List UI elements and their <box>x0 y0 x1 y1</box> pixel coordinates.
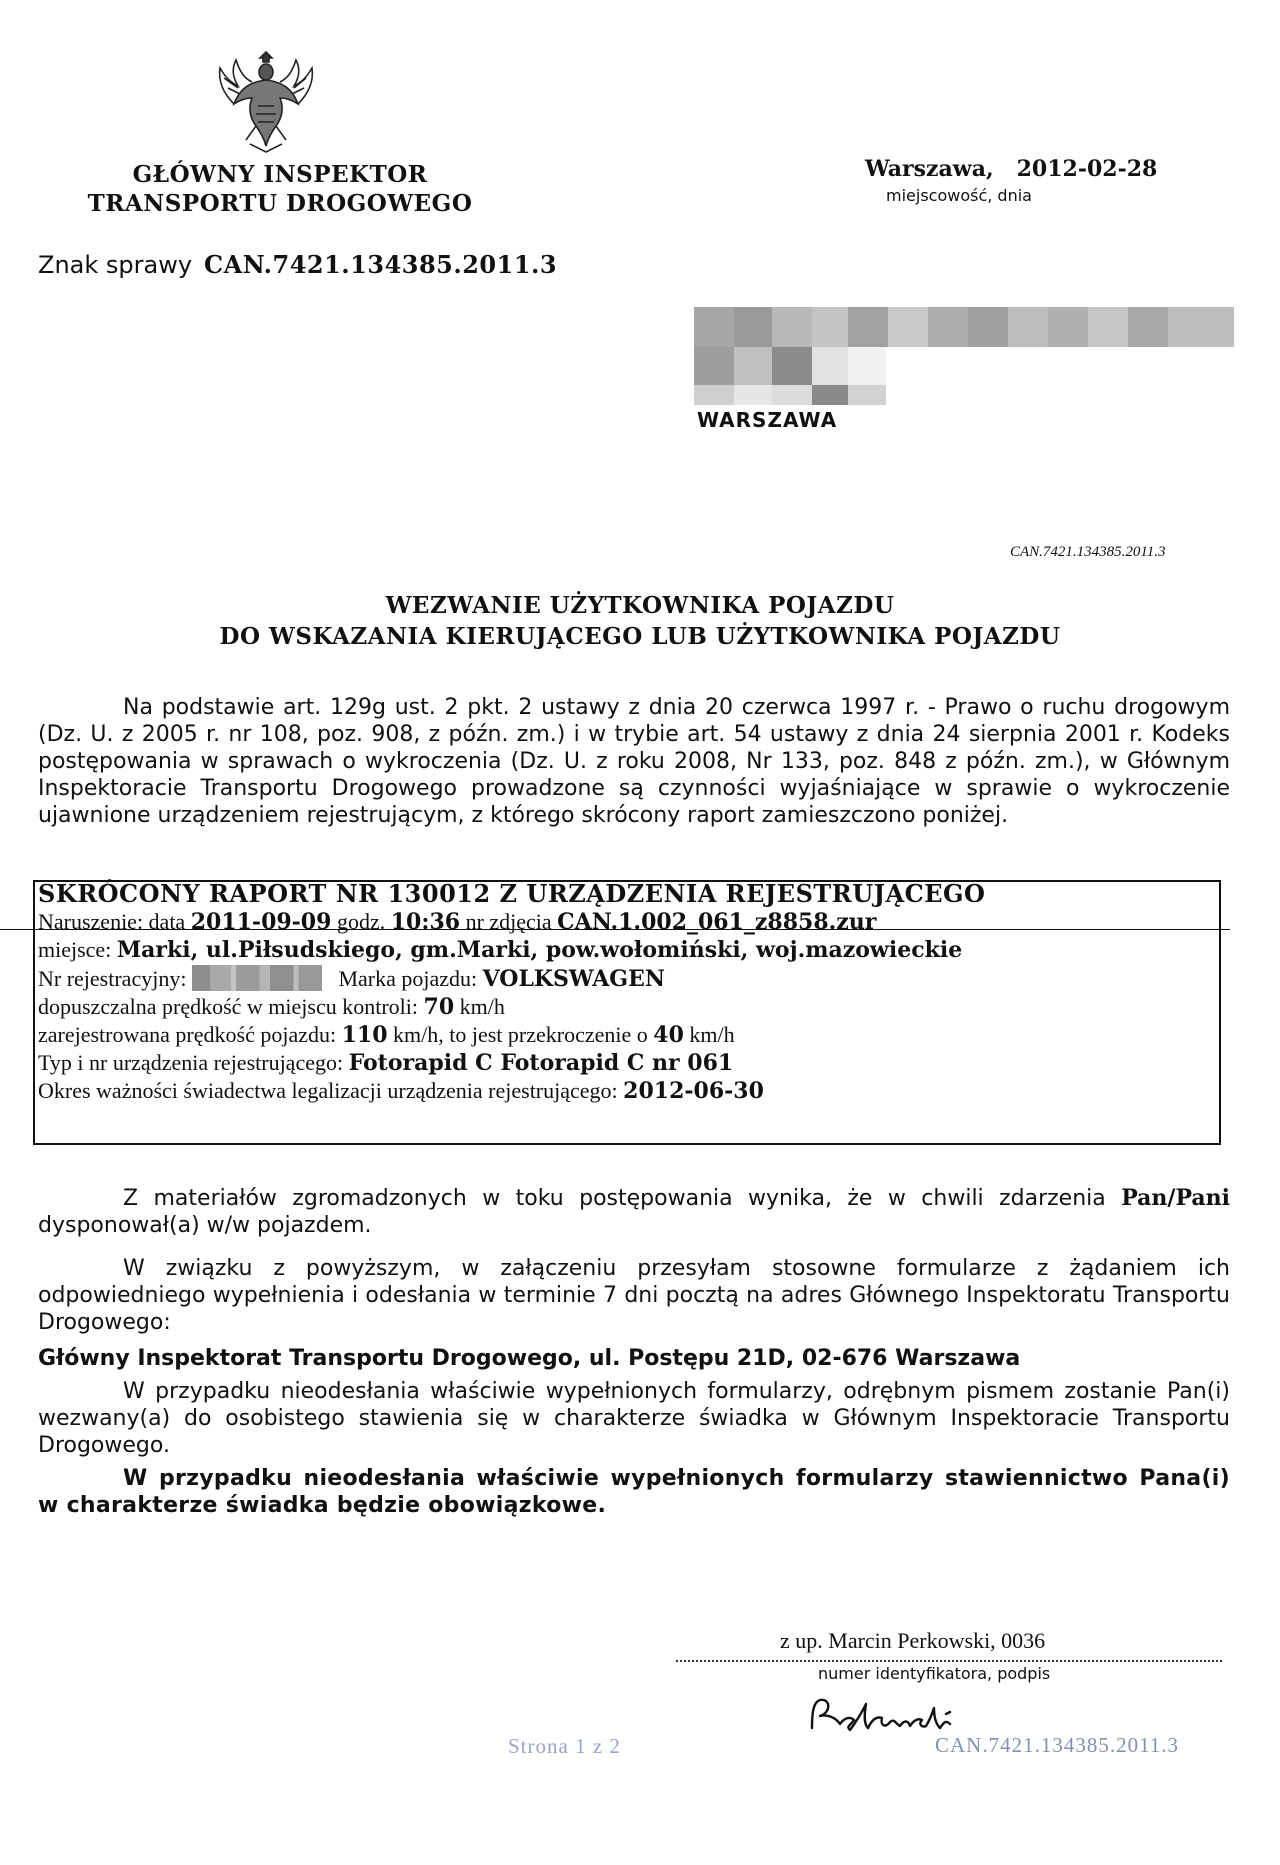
page-number: Strona 1 z 2 <box>508 1734 621 1758</box>
exceed-value: 40 <box>653 1022 684 1048</box>
allowed-speed-label: dopuszczalna prędkość w miejscu kontroli: <box>38 994 419 1019</box>
footer-reference: CAN.7421.134385.2011.3 <box>935 1733 1180 1757</box>
paragraph-1 <box>38 1185 1230 1239</box>
recipient-city: WARSZAWA <box>697 408 838 432</box>
reference-number: CAN.7421.134385.2011.3 <box>1010 544 1166 560</box>
violation-date: 2011-09-09 <box>190 909 332 935</box>
validity-label: Okres ważności świadectwa legalizacji urządzenia rejestrującego: <box>38 1078 618 1103</box>
address-line: Główny Inspektorat Transportu Drogowego, ul. Postępu 21D, 02-676 Warszawa <box>38 1346 1021 1371</box>
report-validity-line <box>38 1077 764 1105</box>
signature-label: z up. Marcin Perkowski, 0036 <box>780 1628 1046 1653</box>
report-violation-line <box>38 908 876 936</box>
report-title: SKRÓCONY RAPORT NR 130012 Z URZĄDZENIA REJESTRUJĄCEGO <box>38 879 986 908</box>
violation-time: 10:36 <box>390 909 461 935</box>
document-title <box>150 590 1130 652</box>
report-registration-line <box>38 965 665 993</box>
report-recorded-speed-line <box>38 1021 735 1049</box>
paragraph-2 <box>38 1255 1230 1336</box>
signature-dotted-line <box>676 1660 1222 1662</box>
violation-place: Marki, ul.Piłsudskiego, gm.Marki, pow.wołomiński, woj.mazowieckie <box>116 937 963 963</box>
eagle-emblem-icon <box>210 48 322 160</box>
exceed-unit: km/h <box>689 1022 735 1047</box>
title-line-2: DO WSKAZANIA KIERUJĄCEGO LUB UŻYTKOWNIKA POJAZDU <box>219 623 1061 650</box>
issuer-name <box>70 160 490 218</box>
allowed-speed: 70 <box>423 994 455 1020</box>
paragraph-2-text: W związku z powyższym, w załączeniu przesyłam stosowne formularze z żądaniem ich odpowiedniego wypełnienia i odesłania w terminie 7 dni pocztą na adres Głównego Inspektoratu Transportu Drogowego: <box>38 1256 1230 1335</box>
intro-paragraph <box>38 694 1230 829</box>
device: Fotorapid C Fotorapid C nr 061 <box>348 1050 734 1076</box>
photo-number: CAN.1.002_061_z8858.zur <box>557 909 877 935</box>
paragraph-1-text: Z materiałów zgromadzonych w toku postępowania wynika, że w chwili zdarzenia <box>123 1186 1106 1211</box>
intro-text: Na podstawie art. 129g ust. 2 pkt. 2 ustawy z dnia 20 czerwca 1997 r. - Prawo o ruchu drogowym (Dz. U. z 2005 r. nr 108, poz. 908, z późn. zm.) i w trybie art. 54 ustawy z dnia 24 sierpnia 2001 r. Kodeks postępowania w sprawach o wykroczenia (Dz. U. z roku 2008, Nr 133, poz. 848 z późn. zm.), w Głównym Inspektoracie Transportu Drogowego prowadzone są czynności wyjaśniające w sprawie o wykroczenie ujawnione urządzeniem rejestrującym, z którego skrócony raport zamieszczono poniżej. <box>38 695 1230 828</box>
paragraph-4 <box>38 1465 1230 1519</box>
device-label: Typ i nr urządzenia rejestrującego: <box>38 1050 344 1075</box>
case-number: CAN.7421.134385.2011.3 <box>204 250 558 279</box>
violation-label: Naruszenie: data <box>38 909 186 934</box>
redacted-registration <box>192 965 322 991</box>
allowed-speed-unit: km/h <box>459 994 505 1019</box>
date: 2012-02-28 <box>1016 156 1158 182</box>
time-label: godz. <box>336 909 386 934</box>
validity-date: 2012-06-30 <box>623 1078 764 1104</box>
issuer-line-1: GŁÓWNY INSPEKTOR <box>132 161 428 188</box>
paragraph-4-text: W przypadku nieodesłania właściwie wypełnionych formularzy stawiennictwo Pana(i) w charakterze świadka będzie obowiązkowe. <box>38 1466 1230 1518</box>
report-place-line <box>38 936 962 964</box>
report-device-line <box>38 1049 733 1077</box>
photo-label: nr zdjęcia <box>465 909 552 934</box>
paragraph-3-text: W przypadku nieodesłania właściwie wypełnionych formularzy, odrębnym pismem zostanie Pan(i) wezwany(a) do osobistego stawienia się w charakterze świadka w Głównym Inspektoracie Transportu Drogowego. <box>38 1379 1230 1458</box>
recorded-speed-label: zarejestrowana prędkość pojazdu: <box>38 1022 337 1047</box>
title-line-1: WEZWANIE UŻYTKOWNIKA POJAZDU <box>385 592 895 619</box>
case-number-line <box>38 250 557 280</box>
case-label: Znak sprawy <box>38 251 193 279</box>
issuer-line-2: TRANSPORTU DROGOWEGO <box>87 190 473 217</box>
place: Warszawa, <box>865 156 994 182</box>
redacted-address <box>694 307 1234 405</box>
paragraph-1-rest: dysponował(a) w/w pojazdem. <box>38 1213 372 1238</box>
paragraph-3 <box>38 1378 1230 1459</box>
report-allowed-speed-line <box>38 993 505 1021</box>
recorded-speed: 110 <box>341 1022 388 1048</box>
place-date <box>865 156 1157 182</box>
place-label: miejsce: <box>38 937 112 962</box>
signature-caption: numer identyfikatora, podpis <box>818 1664 1051 1683</box>
exceed-label: km/h, to jest przekroczenie o <box>393 1022 648 1047</box>
vehicle-brand: VOLKSWAGEN <box>482 966 665 992</box>
brand-label: Marka pojazdu: <box>338 966 478 991</box>
paragraph-1-bold: Pan/Pani <box>1121 1185 1230 1211</box>
registration-label: Nr rejestracyjny: <box>38 966 187 991</box>
place-date-caption: miejscowość, dnia <box>886 186 1032 205</box>
